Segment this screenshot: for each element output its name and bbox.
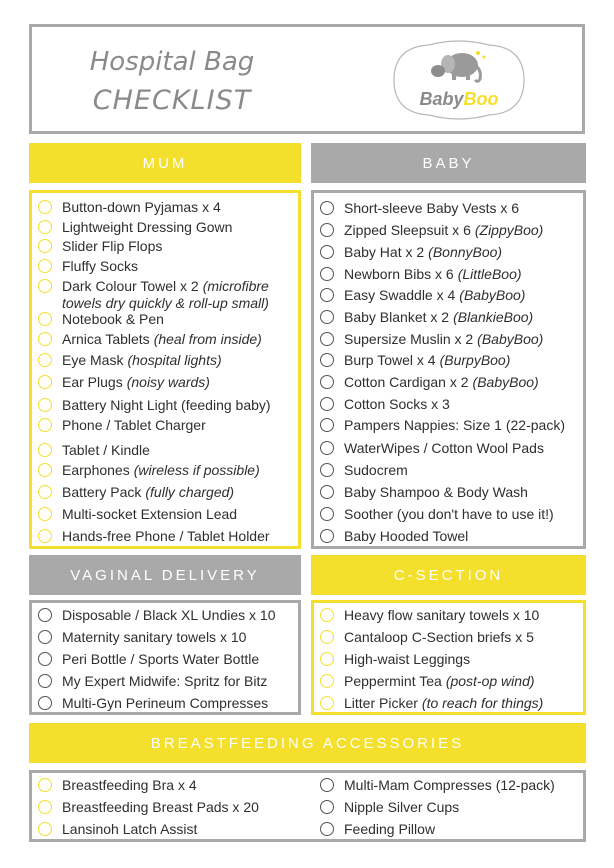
checkbox-circle-icon[interactable] xyxy=(320,485,334,499)
checkbox-circle-icon[interactable] xyxy=(320,201,334,215)
checklist-item[interactable] xyxy=(320,821,435,838)
checkbox-circle-icon[interactable] xyxy=(320,674,334,688)
checklist-item[interactable] xyxy=(38,397,271,414)
checklist-item-note: (fully charged) xyxy=(145,484,235,500)
checklist-item[interactable] xyxy=(320,607,539,624)
checklist-item-content xyxy=(344,506,554,523)
checkbox-circle-icon[interactable] xyxy=(320,630,334,644)
checkbox-circle-icon[interactable] xyxy=(38,443,52,457)
checklist-item-label: Fluffy Socks xyxy=(62,258,138,274)
checklist-item-label: Dark Colour Towel x 2 xyxy=(62,278,199,294)
baby-checklist xyxy=(311,190,586,549)
checkbox-circle-icon[interactable] xyxy=(320,332,334,346)
checklist-item-content xyxy=(344,352,510,369)
checklist-item-label: Zipped Sleepsuit x 6 xyxy=(344,222,471,238)
checklist-item[interactable] xyxy=(320,506,554,523)
checklist-item[interactable] xyxy=(38,607,275,624)
checklist-item-content xyxy=(62,484,234,501)
checklist-item-content xyxy=(62,777,197,794)
checklist-item[interactable] xyxy=(320,462,408,479)
checklist-item[interactable] xyxy=(38,673,267,690)
checklist-item[interactable] xyxy=(38,311,164,328)
checklist-item-content xyxy=(344,651,470,668)
checklist-item-label: Button-down Pyjamas x 4 xyxy=(62,199,221,215)
checklist-item[interactable] xyxy=(320,695,543,712)
checklist-item-note: (BabyBoo) xyxy=(477,331,544,347)
checklist-item-note: (ZippyBoo) xyxy=(474,222,544,238)
checklist-item-label: WaterWipes / Cotton Wool Pads xyxy=(344,440,544,456)
babyboo-logo xyxy=(374,35,544,125)
checklist-item-label: Baby Hooded Towel xyxy=(344,528,469,544)
checklist-item-content xyxy=(62,219,232,236)
vaginal-delivery-section-header: VAGINAL DELIVERY xyxy=(29,555,301,595)
checkbox-circle-icon[interactable] xyxy=(38,608,52,622)
checklist-item[interactable] xyxy=(38,199,221,216)
checklist-item[interactable] xyxy=(320,331,543,348)
checklist-item-label: Peri Bottle / Sports Water Bottle xyxy=(62,651,260,667)
checklist-item[interactable] xyxy=(38,238,162,255)
checkbox-circle-icon[interactable] xyxy=(320,696,334,710)
checklist-item[interactable] xyxy=(320,352,510,369)
page-title: Hospital Bag xyxy=(89,47,255,77)
checklist-item-content xyxy=(344,331,543,348)
checklist-item[interactable] xyxy=(320,374,539,391)
checklist-item-content xyxy=(62,199,221,216)
checklist-item-label: Litter Picker xyxy=(344,695,418,711)
checkbox-circle-icon[interactable] xyxy=(320,529,334,543)
checklist-item-content xyxy=(62,352,222,369)
checklist-item-label: My Expert Midwife: Spritz for Bitz xyxy=(62,673,268,689)
checklist-item-label: Feeding Pillow xyxy=(344,821,436,837)
checklist-item-label: Baby Blanket x 2 xyxy=(344,309,450,325)
checklist-item[interactable] xyxy=(320,777,555,794)
vaginal-delivery-checklist xyxy=(29,600,301,715)
checkbox-circle-icon[interactable] xyxy=(38,259,52,273)
checklist-item-label: Breastfeeding Breast Pads x 20 xyxy=(62,799,259,815)
checkbox-circle-icon[interactable] xyxy=(320,418,334,432)
checkbox-circle-icon[interactable] xyxy=(320,245,334,259)
checklist-item-content xyxy=(62,311,164,328)
checklist-item-note: (BonnyBoo) xyxy=(428,244,503,260)
checklist-item-label: Burp Towel x 4 xyxy=(344,352,436,368)
checklist-item-label: Sudocrem xyxy=(344,462,408,478)
checklist-item[interactable] xyxy=(320,309,533,326)
checkbox-circle-icon[interactable] xyxy=(320,463,334,477)
checklist-item-note: (heal from inside) xyxy=(153,331,262,347)
checklist-item-content xyxy=(62,506,237,523)
checklist-item-content xyxy=(344,607,539,624)
checklist-item[interactable] xyxy=(320,484,528,501)
checklist-item-content xyxy=(344,629,534,646)
checkbox-circle-icon[interactable] xyxy=(320,223,334,237)
checklist-item-label: Lansinoh Latch Assist xyxy=(62,821,198,837)
checklist-item-content xyxy=(344,484,528,501)
checklist-item[interactable] xyxy=(320,396,450,413)
logo-text xyxy=(374,89,544,110)
checklist-item-content xyxy=(62,821,197,838)
checklist-item-label: Cotton Cardigan x 2 xyxy=(344,374,469,390)
checklist-item[interactable] xyxy=(38,629,246,646)
checklist-item-label: Multi-Gyn Perineum Compresses xyxy=(62,695,269,711)
checklist-item[interactable] xyxy=(320,287,525,304)
checklist-item-label: Arnica Tablets xyxy=(62,331,150,347)
checklist-item-label: Baby Hat x 2 xyxy=(344,244,425,260)
checkbox-circle-icon[interactable] xyxy=(38,332,52,346)
checklist-item-label: Battery Night Light (feeding baby) xyxy=(62,397,271,413)
checklist-item-content xyxy=(62,651,259,668)
checkbox-circle-icon[interactable] xyxy=(38,312,52,326)
checkbox-circle-icon[interactable] xyxy=(320,310,334,324)
checklist-item[interactable] xyxy=(38,442,150,459)
checklist-item[interactable] xyxy=(38,352,222,369)
checklist-item-label: Cantaloop C-Section briefs x 5 xyxy=(344,629,534,645)
checklist-item-content xyxy=(62,397,271,414)
checklist-item[interactable] xyxy=(320,528,468,545)
checkbox-circle-icon[interactable] xyxy=(38,200,52,214)
checklist-item-note: (LittleBoo) xyxy=(457,266,522,282)
checklist-item-label: Lightweight Dressing Gown xyxy=(62,219,233,235)
checklist-item-label: Maternity sanitary towels x 10 xyxy=(62,629,247,645)
checklist-item-content xyxy=(344,222,543,239)
checkbox-circle-icon[interactable] xyxy=(320,652,334,666)
checkbox-circle-icon[interactable] xyxy=(38,485,52,499)
checklist-item-note: (post-op wind) xyxy=(445,673,535,689)
checklist-item-label: Multi-socket Extension Lead xyxy=(62,506,238,522)
checkbox-circle-icon[interactable] xyxy=(38,529,52,543)
checklist-item-note: (BlankieBoo) xyxy=(453,309,534,325)
checklist-item[interactable] xyxy=(38,258,138,275)
checklist-item-content xyxy=(344,799,459,816)
checklist-item-note: (BabyBoo) xyxy=(472,374,539,390)
checkbox-circle-icon[interactable] xyxy=(38,800,52,814)
checklist-item-label: Breastfeeding Bra x 4 xyxy=(62,777,197,793)
checklist-item-label: Earphones xyxy=(62,462,130,478)
checkbox-circle-icon[interactable] xyxy=(38,822,52,836)
checklist-item[interactable] xyxy=(38,417,206,434)
checklist-item-content xyxy=(62,278,297,312)
checklist-item-content xyxy=(62,417,206,434)
checkbox-circle-icon[interactable] xyxy=(38,398,52,412)
checklist-item[interactable] xyxy=(38,374,210,391)
checkbox-circle-icon[interactable] xyxy=(320,397,334,411)
checklist-item-content xyxy=(344,528,468,545)
checkbox-circle-icon[interactable] xyxy=(38,239,52,253)
checklist-item-content xyxy=(62,607,275,624)
checklist-item[interactable] xyxy=(38,799,259,816)
checklist-item-label: Easy Swaddle x 4 xyxy=(344,287,456,303)
checklist-item-label: Notebook & Pen xyxy=(62,311,164,327)
checkbox-circle-icon[interactable] xyxy=(320,288,334,302)
checklist-item-content xyxy=(62,374,210,391)
checklist-item[interactable] xyxy=(320,799,459,816)
elephant-icon xyxy=(431,51,486,81)
logo-text-baby: Baby xyxy=(419,89,464,109)
checklist-item-content xyxy=(62,629,246,646)
checklist-item-label: Nipple Silver Cups xyxy=(344,799,460,815)
checklist-item-content xyxy=(344,673,535,690)
checklist-item-label: Soother (you don't have to use it!) xyxy=(344,506,554,522)
checklist-item-content xyxy=(344,309,533,326)
checklist-item[interactable] xyxy=(38,484,234,501)
checklist-item[interactable] xyxy=(320,417,565,434)
checklist-item-note: (microfibre towels dry quickly & roll-up small) xyxy=(62,278,269,311)
checklist-item-label: Multi-Mam Compresses (12-pack) xyxy=(344,777,555,793)
checklist-item-label: Hands-free Phone / Tablet Holder xyxy=(62,528,270,544)
checklist-item-label: Supersize Muslin x 2 xyxy=(344,331,474,347)
checklist-item-content xyxy=(344,200,519,217)
c-section-checklist xyxy=(311,600,586,715)
checklist-item[interactable] xyxy=(38,462,260,479)
checkbox-circle-icon[interactable] xyxy=(320,353,334,367)
checklist-item-label: High-waist Leggings xyxy=(344,651,471,667)
checkbox-circle-icon[interactable] xyxy=(320,441,334,455)
checklist-item-content xyxy=(344,417,565,434)
checkbox-circle-icon[interactable] xyxy=(320,822,334,836)
checklist-item-content xyxy=(344,244,502,261)
checklist-item-note: (BabyBoo) xyxy=(459,287,526,303)
checkbox-circle-icon[interactable] xyxy=(38,778,52,792)
checklist-item-label: Eye Mask xyxy=(62,352,124,368)
checklist-item-content xyxy=(62,673,267,690)
checkbox-circle-icon[interactable] xyxy=(38,279,52,293)
checklist-item-content xyxy=(62,799,259,816)
checkbox-circle-icon[interactable] xyxy=(38,652,52,666)
checkbox-circle-icon[interactable] xyxy=(38,463,52,477)
breastfeeding-section-header: BREASTFEEDING ACCESSORIES xyxy=(29,723,586,763)
header-panel xyxy=(29,24,585,134)
checklist-item[interactable] xyxy=(320,222,543,239)
mum-checklist xyxy=(29,190,301,549)
checklist-item-content xyxy=(62,258,138,275)
checkbox-circle-icon[interactable] xyxy=(320,375,334,389)
checklist-item[interactable] xyxy=(38,777,197,794)
checklist-item-note: (to reach for things) xyxy=(421,695,544,711)
checkbox-circle-icon[interactable] xyxy=(320,800,334,814)
checkbox-circle-icon[interactable] xyxy=(320,507,334,521)
checklist-item[interactable] xyxy=(38,528,270,545)
checklist-item-content xyxy=(62,695,268,712)
checklist-item-note: (wireless if possible) xyxy=(133,462,260,478)
checklist-item[interactable] xyxy=(38,651,259,668)
checklist-item[interactable] xyxy=(320,440,544,457)
checklist-item-label: Short-sleeve Baby Vests x 6 xyxy=(344,200,520,216)
checklist-item-label: Ear Plugs xyxy=(62,374,123,390)
mum-section-header: MUM xyxy=(29,143,301,183)
checklist-item-label: Heavy flow sanitary towels x 10 xyxy=(344,607,540,623)
checkbox-circle-icon[interactable] xyxy=(38,375,52,389)
checklist-item-label: Baby Shampoo & Body Wash xyxy=(344,484,528,500)
checklist-item-content xyxy=(344,287,525,304)
checklist-item-note: (hospital lights) xyxy=(127,352,222,368)
breastfeeding-checklist xyxy=(29,770,586,842)
checklist-item[interactable] xyxy=(320,200,519,217)
c-section-header: C-SECTION xyxy=(311,555,586,595)
checklist-item-content xyxy=(344,777,555,794)
checklist-item-content xyxy=(62,462,260,479)
checklist-item-content xyxy=(344,695,543,712)
checklist-item-label: Cotton Socks x 3 xyxy=(344,396,450,412)
checklist-item-label: Disposable / Black XL Undies x 10 xyxy=(62,607,276,623)
checkbox-circle-icon[interactable] xyxy=(38,674,52,688)
checkbox-circle-icon[interactable] xyxy=(320,778,334,792)
checklist-item-note: (noisy wards) xyxy=(126,374,210,390)
checklist-item[interactable] xyxy=(320,651,470,668)
checkbox-circle-icon[interactable] xyxy=(38,507,52,521)
checklist-item-label: Slider Flip Flops xyxy=(62,238,163,254)
checklist-item-label: Battery Pack xyxy=(62,484,142,500)
checklist-item[interactable] xyxy=(320,266,522,283)
checklist-item-label: Pampers Nappies: Size 1 (22-pack) xyxy=(344,417,565,433)
checklist-item-label: Tablet / Kindle xyxy=(62,442,150,458)
page-subtitle: CHECKLIST xyxy=(92,85,252,116)
checklist-item-content xyxy=(344,374,539,391)
checkbox-circle-icon[interactable] xyxy=(38,418,52,432)
checklist-item-content xyxy=(62,331,262,348)
checklist-item-content xyxy=(344,266,522,283)
checklist-item-content xyxy=(344,396,450,413)
checklist-item[interactable] xyxy=(38,278,297,312)
checklist-item[interactable] xyxy=(38,331,262,348)
checkbox-circle-icon[interactable] xyxy=(38,696,52,710)
checklist-item-content xyxy=(344,440,544,457)
checklist-item[interactable] xyxy=(38,219,232,236)
checklist-item-note: (BurpyBoo) xyxy=(439,352,511,368)
checklist-item[interactable] xyxy=(320,244,502,261)
checklist-item-label: Peppermint Tea xyxy=(344,673,442,689)
checklist-item-content xyxy=(62,442,150,459)
checklist-item[interactable] xyxy=(38,821,197,838)
checklist-item[interactable] xyxy=(320,629,534,646)
checkbox-circle-icon[interactable] xyxy=(38,353,52,367)
checklist-item[interactable] xyxy=(320,673,535,690)
checklist-item-content xyxy=(344,821,435,838)
checklist-item-content xyxy=(62,238,162,255)
checkbox-circle-icon[interactable] xyxy=(38,220,52,234)
checkbox-circle-icon[interactable] xyxy=(320,608,334,622)
checklist-item[interactable] xyxy=(38,506,237,523)
logo-frame-icon xyxy=(374,35,544,125)
checklist-item-label: Newborn Bibs x 6 xyxy=(344,266,454,282)
checklist-item[interactable] xyxy=(38,695,268,712)
checklist-item-label: Phone / Tablet Charger xyxy=(62,417,206,433)
baby-section-header: BABY xyxy=(311,143,586,183)
checklist-item-content xyxy=(344,462,408,479)
checkbox-circle-icon[interactable] xyxy=(38,630,52,644)
checkbox-circle-icon[interactable] xyxy=(320,267,334,281)
logo-text-boo: Boo xyxy=(463,89,499,109)
checklist-item-content xyxy=(62,528,270,545)
